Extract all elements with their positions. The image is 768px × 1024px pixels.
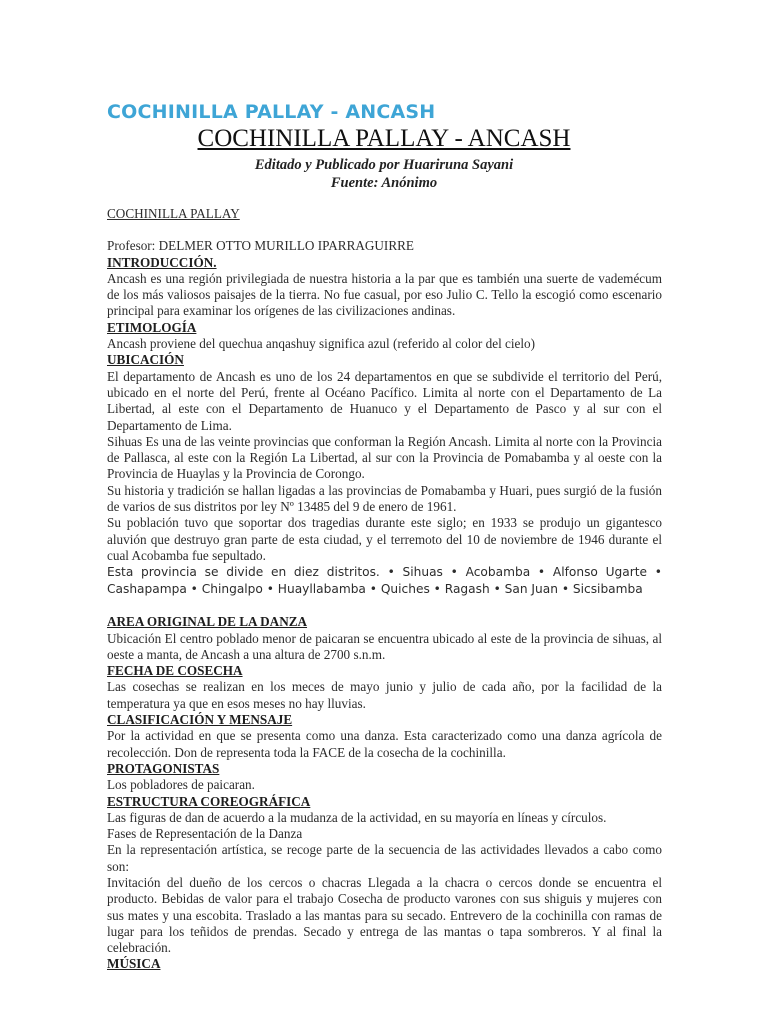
section-heading-clasificacion: CLASIFICACIÓN Y MENSAJE (107, 712, 293, 728)
teacher-line: Profesor: DELMER OTTO MURILLO IPARRAGUIRRE (107, 238, 414, 254)
paragraph-estructura-4: Invitación del dueño de los cercos o chacras Llegada a la chacra o cercos donde se encuentra el producto. Bebidas de valor para el trabajo Cosecha de producto varones con sus shiguis y mujeres con sus mates y una escobita. Traslado a las mantas para su secado. Entrevero de la cochinilla con ramas de lugar para los teñidos de prendas. Secado y entrega de las mantas o tapa sombreros. Y al final la celebración. (107, 874, 662, 956)
spacer (107, 222, 662, 238)
byline: Editado y Publicado por Huariruna Sayani (254, 157, 514, 173)
paragraph-ubicacion-3: Su historia y tradición se hallan ligadas a las provincias de Pomabamba y Huari, pues surgió de la fusión de varios de sus distritos por ley Nº 13485 del 9 de enero de 1961. (107, 482, 662, 515)
paragraph-estructura-1: Las figuras de dan de acuerdo a la mudanza de la actividad, en su mayoría en líneas y círculos. (107, 809, 607, 825)
paragraph-protagonistas: Los pobladores de paicaran. (107, 777, 255, 793)
section-heading-etimologia: ETIMOLOGÍA (107, 319, 197, 335)
paragraph-introduccion: Ancash es una región privilegiada de nuestra historia a la par que es también una suerte de vademécum de los más valiosos paisajes de la tierra. No fue casual, por eso Julio C. Tello la escogió como escenario principal para examinar los orígenes de las civilizaciones andinas. (107, 270, 662, 319)
paragraph-ubicacion-4: Su población tuvo que soportar dos tragedias durante este siglo; en 1933 se produjo un gigantesco aluvión que destruyo gran parte de esta ciudad, y el terremoto del 10 de noviembre de 1946 durante el cual Acobamba fue sepultado. (107, 515, 662, 563)
section-heading-ubicacion: UBICACIÓN (107, 352, 184, 368)
paragraph-estructura-3: En la representación artística, se recoge parte de la secuencia de las actividades llevados a cabo como son: (107, 842, 662, 874)
section-heading-introduccion: INTRODUCCIÓN. (107, 254, 217, 270)
paragraph-distritos: Esta provincia se divide en diez distritos. • Sihuas • Acobamba • Alfonso Ugarte • Cashapampa • Chingalpo • Huayllabamba • Quiches • Ragash • San Juan • Sicsibamba (107, 565, 662, 596)
paragraph-estructura-2: Fases de Representación de la Danza (107, 826, 303, 842)
section-heading-musica: MÚSICA (107, 956, 161, 972)
section-heading-cosecha: FECHA DE COSECHA (107, 663, 243, 679)
source-line: Fuente: Anónimo (330, 175, 438, 191)
section-heading-area: AREA ORIGINAL DE LA DANZA (107, 614, 308, 630)
section-heading-estructura: ESTRUCTURA COREOGRÁFICA (107, 793, 311, 809)
paragraph-area: Ubicación El centro poblado menor de paicaran se encuentra ubicado al este de la provincia de sihuas, al oeste a manta, de Ancash a una altura de 2700 s.n.m. (107, 630, 662, 662)
spacer (107, 597, 662, 614)
paragraph-clasificacion: Por la actividad en que se presenta como una danza. Esta caracterizado como una danza agrícola de recolección. Don de representa toda la FACE de la cosecha de la cochinilla. (107, 728, 662, 760)
paragraph-cosecha: Las cosechas se realizan en los meces de mayo junio y julio de cada año, por la facilidad de la temperatura ya que en esos meses no hay lluvias. (107, 679, 662, 711)
document-top-title: COCHINILLA PALLAY - ANCASH (107, 101, 436, 123)
subtitle: COCHINILLA PALLAY (107, 206, 240, 221)
document-main-title: COCHINILLA PALLAY - ANCASH (197, 125, 571, 152)
paragraph-ubicacion-2: Sihuas Es una de las veinte provincias que conforman la Región Ancash. Limita al norte con la Provincia de Pallasca, al este con la Región La Libertad, al sur con la Provincia de Pomabamba y al oeste con la Provincia de Huaylas y la Provincia de Corongo. (107, 433, 662, 482)
section-heading-protagonistas: PROTAGONISTAS (107, 760, 220, 776)
paragraph-etimologia: Ancash proviene del quechua anqashuy significa azul (referido al color del cielo) (107, 336, 536, 352)
document-body (107, 206, 662, 973)
paragraph-ubicacion-1: El departamento de Ancash es uno de los 24 departamentos en que se subdivide el territorio del Perú, ubicado en el norte del Perú, frente al Océano Pacífico. Limita al norte con el Departamento de La Libertad, al este con el Departamento de Huanuco y el Departamento de Pasco y al sur con el Departamento de Lima. (107, 368, 662, 433)
